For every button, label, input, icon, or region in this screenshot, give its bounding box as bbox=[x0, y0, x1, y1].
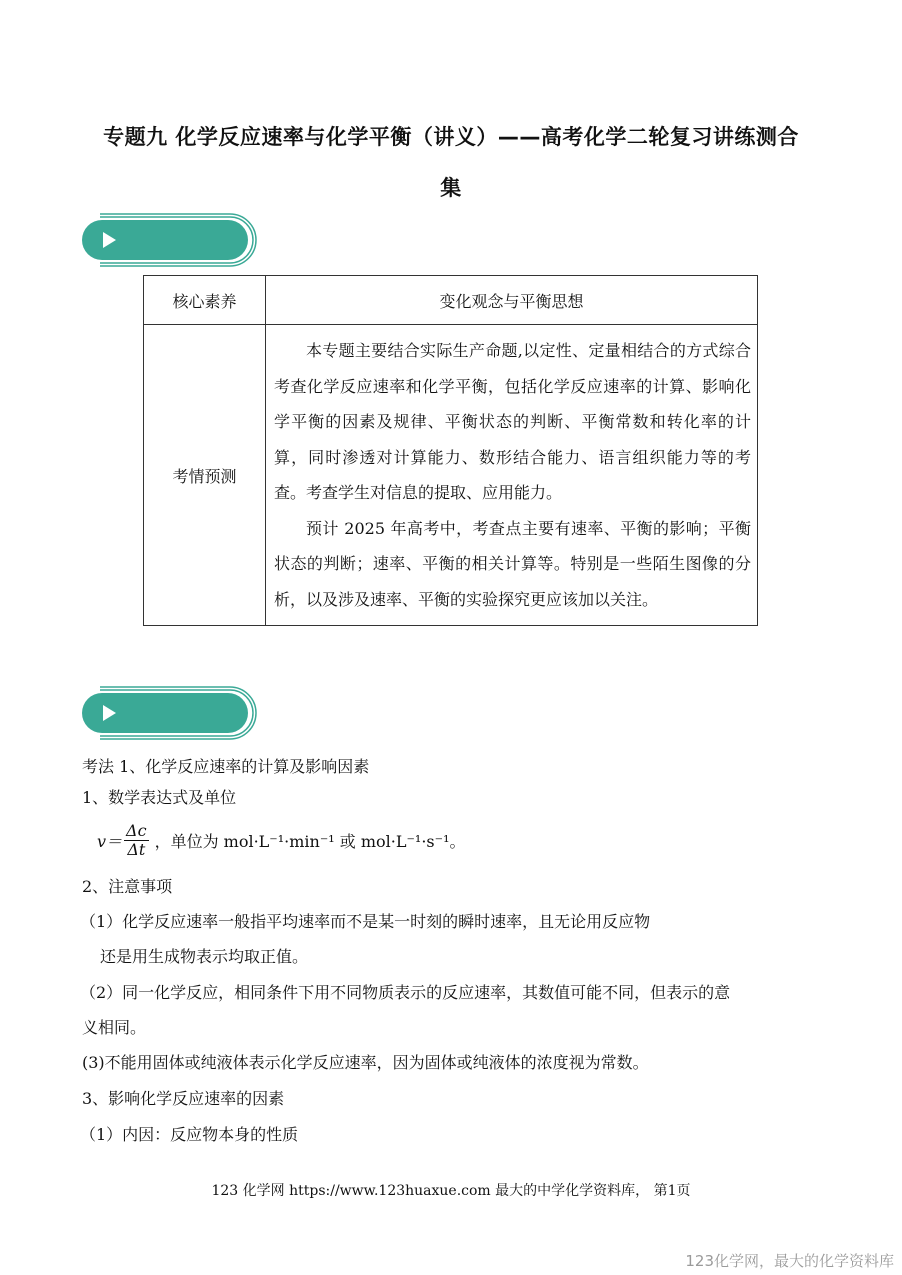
table-header-label: 核心素养 bbox=[144, 276, 266, 325]
formula-fraction bbox=[124, 822, 149, 859]
table-header-value: 变化观念与平衡思想 bbox=[266, 276, 758, 325]
item-heading-2: 2、注意事项 bbox=[82, 877, 173, 896]
note-1-line-1: （1）化学反应速率一般指平均速率而不是某一时刻的瞬时速率，且无论用反应物 bbox=[80, 912, 651, 931]
formula-lhs: v＝ bbox=[97, 832, 123, 851]
section-badge-2 bbox=[80, 683, 260, 743]
formula-unit-text: ，单位为 mol·L⁻¹·min⁻¹ 或 mol·L⁻¹·s⁻¹。 bbox=[154, 832, 466, 851]
formula-numerator: Δc bbox=[126, 821, 147, 840]
note-1-line-2: 还是用生成物表示均取正值。 bbox=[100, 947, 309, 966]
forecast-paragraph-2: 预计 2025 年高考中，考查点主要有速率、平衡的影响；平衡状态的判断；速率、平衡的相关计算等。特别是一些陌生图像的分析，以及涉及速率、平衡的实验探究更应该加以关注。 bbox=[274, 518, 751, 609]
formula-denominator: Δt bbox=[127, 840, 146, 859]
section-badge-shape bbox=[80, 210, 260, 270]
core-literacy-table bbox=[143, 275, 758, 626]
document-title bbox=[60, 112, 842, 214]
table-row bbox=[144, 325, 758, 626]
table-row-label: 考情预测 bbox=[144, 325, 266, 626]
title-line-1: 专题九 化学反应速率与化学平衡（讲义）——高考化学二轮复习讲练测合 bbox=[103, 125, 799, 149]
forecast-paragraph-1: 本专题主要结合实际生产命题,以定性、定量相结合的方式综合考查化学反应速率和化学平衡，包括化学反应速率的计算、影响化学平衡的因素及规律、平衡状态的判断、平衡常数和转化率的计算，同时渗透对计算能力、数形结合能力、语言组织能力等的考查。考查学生对信息的提取、应用能力。 bbox=[274, 341, 751, 502]
table-row bbox=[144, 276, 758, 325]
watermark: 123化学网，最大的化学资料库 bbox=[685, 1252, 894, 1270]
table-row-content bbox=[266, 325, 758, 626]
title-line-2: 集 bbox=[440, 176, 462, 200]
item-heading-1: 1、数学表达式及单位 bbox=[82, 788, 237, 807]
note-2-line-2: 义相同。 bbox=[82, 1018, 147, 1037]
item-heading-3: 3、影响化学反应速率的因素 bbox=[82, 1089, 285, 1108]
note-2-line-1: （2）同一化学反应，相同条件下用不同物质表示的反应速率，其数值可能不同，但表示的意 bbox=[80, 983, 731, 1002]
section-badge-1 bbox=[80, 210, 260, 270]
section-badge-shape bbox=[80, 683, 260, 743]
page-footer: 123 化学网 https://www.123huaxue.com 最大的中学化学资料库， 第1页 bbox=[211, 1183, 691, 1199]
note-4: （1）内因：反应物本身的性质 bbox=[80, 1125, 299, 1144]
method-heading: 考法 1、化学反应速率的计算及影响因素 bbox=[82, 757, 370, 776]
rate-formula bbox=[97, 822, 466, 859]
note-3: (3)不能用固体或纯液体表示化学反应速率，因为固体或纯液体的浓度视为常数。 bbox=[82, 1053, 649, 1072]
